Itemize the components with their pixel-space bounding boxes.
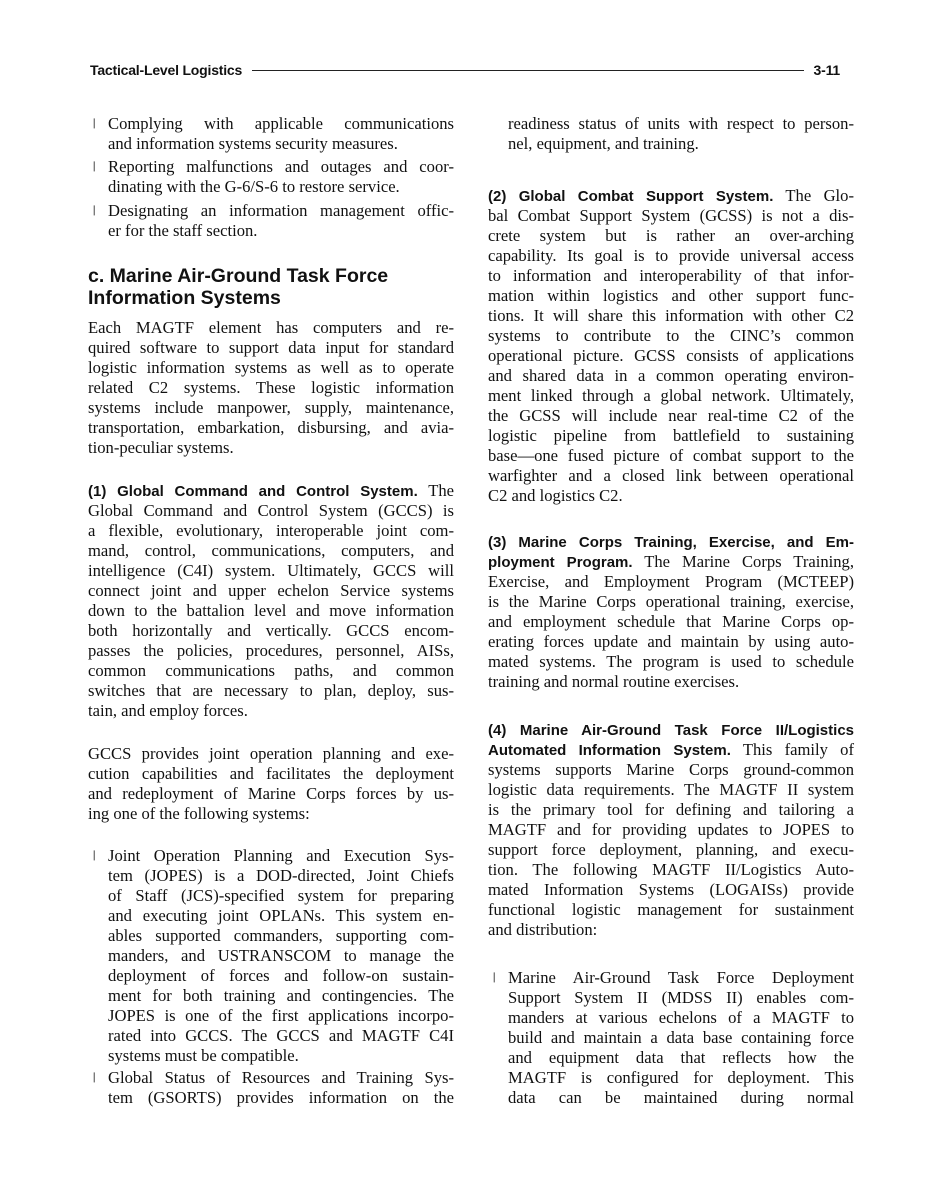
text-line: and equipment data that reflects how the [508,1048,854,1067]
text-line: systems supports Marine Corps ground-common [488,760,854,779]
text-line: switches that are necessary to plan, deploy, sus- [88,681,454,700]
text-line: C2 and logistics C2. [488,486,623,505]
running-title: Tactical-Level Logistics [90,62,243,78]
text-line: and distribution: [488,920,598,939]
text-line: ing one of the following systems: [88,804,310,823]
bullet-icon: ❘ [90,1072,99,1083]
text-line: logistic data requirements. The MAGTF II system [488,780,854,799]
text-line: tain, and employ forces. [88,701,248,720]
text-line: common communications paths, and common [88,661,454,680]
text-line: connect joint and upper echelon Service systems [88,581,454,600]
text-line: JOPES is one of the first applications incorpo- [108,1006,454,1025]
text-line [488,532,854,552]
text-line: MAGTF is configured for deployment. This [508,1068,854,1087]
bullet-icon: ❘ [90,118,99,129]
text-line: GCCS provides joint operation planning and exe- [88,744,454,763]
running-header [90,60,840,80]
text-line: data can be maintained during normal [508,1088,854,1107]
text-line: transportation, embarkation, disbursing, and avia- [88,418,454,437]
text-line: build and maintain a data base containing force [508,1028,854,1047]
text-run: This family of [730,740,854,759]
text-run: The Glo- [773,186,854,205]
text-line: and shared data in a common operating environ- [488,366,854,385]
text-line: ment for both training and contingencies. The [108,986,454,1005]
text-line: warfighter and a closed link between operational [488,466,854,485]
text-line: manders at various echelons of a MAGTF to [508,1008,854,1027]
header-rule [252,70,803,71]
text-line [88,481,454,501]
text-line [488,186,854,206]
text-line: base—one fused picture of combat support to the [488,446,854,465]
text-line: systems must be compatible. [108,1046,299,1065]
bullet-icon: ❘ [90,205,99,216]
text-run: The Marine Corps Training, [632,552,854,571]
subsection-heading: (2) Global Combat Support System. [488,188,774,205]
text-line: operational picture. GCSS consists of applications [488,346,854,365]
text-line: and redeployment of Marine Corps forces by us- [88,784,454,803]
text-line: logistic pipeline from battlefield to sustaining [488,426,854,445]
text-line: related C2 systems. These logistic information [88,378,454,397]
text-line: Exercise, and Employment Program (MCTEEP) [488,572,854,591]
text-line: and employment schedule that Marine Corps op- [488,612,854,631]
subsection-heading: (4) Marine Air-Ground Task Force II/Logistics [488,722,854,739]
text-line: is the Marine Corps operational training, exercise, [488,592,854,611]
text-line: logistic information systems as well as to operate [88,358,454,377]
text-line: Joint Operation Planning and Execution Sys- [108,846,454,865]
text-line: Complying with applicable communications [108,114,454,133]
text-line: readiness status of units with respect to person- [508,114,854,133]
text-line: systems include manpower, supply, maintenance, [88,398,454,417]
text-line: nel, equipment, and training. [508,134,699,153]
text-line: tem (JOPES) is a DOD-directed, Joint Chiefs [108,866,454,885]
page-number: 3-11 [813,62,840,78]
text-line: Reporting malfunctions and outages and coor- [108,157,454,176]
text-line: manders, and USTRANSCOM to manage the [108,946,454,965]
text-line [488,720,854,740]
text-line: Marine Air-Ground Task Force Deployment [508,968,854,987]
text-line: er for the staff section. [108,221,258,240]
text-line: systems to contribute to the CINC’s common [488,326,854,345]
text-run: The [417,481,454,500]
text-line: Designating an information management offic- [108,201,454,220]
text-line: both horizontally and vertically. GCCS encom- [88,621,454,640]
bullet-icon: ❘ [90,161,99,172]
text-line: mated Information Systems (LOGAISs) provide [488,880,854,899]
text-line: Global Status of Resources and Training Sys- [108,1068,454,1087]
subsection-heading: (1) Global Command and Control System. [88,483,418,500]
text-line: MAGTF and for providing updates to JOPES to [488,820,854,839]
text-line: and information systems security measures. [108,134,398,153]
text-line: deployment of forces and follow-on sustain- [108,966,454,985]
text-line: intelligence (C4I) system. Ultimately, GCCS will [88,561,454,580]
text-line: support force deployment, planning, and execu- [488,840,854,859]
text-line: to information and interoperability of that infor- [488,266,854,285]
text-line: the GCSS will include near real-time C2 of the [488,406,854,425]
text-line: Global Command and Control System (GCCS) is [88,501,454,520]
text-line: Support System II (MDSS II) enables com- [508,988,854,1007]
text-line: tions. It will share this information with other C2 [488,306,854,325]
section-heading: c. Marine Air-Ground Task Force [88,265,389,287]
text-line: tem (GSORTS) provides information on the [108,1088,454,1107]
text-line: Each MAGTF element has computers and re- [88,318,454,337]
subsection-heading: Automated Information System. [488,742,731,759]
text-line: erating forces update and maintain by using auto- [488,632,854,651]
text-line: tion. The following MAGTF II/Logistics Auto- [488,860,854,879]
text-line: quired software to support data input for standard [88,338,454,357]
text-line [488,740,854,760]
text-line [488,552,854,572]
text-line: capability. Its goal is to provide universal access [488,246,854,265]
text-line: and executing joint OPLANs. This system en- [108,906,454,925]
text-line: tion-peculiar systems. [88,438,234,457]
text-line: mated systems. The program is used to schedule [488,652,854,671]
text-line: cution capabilities and facilitates the deployment [88,764,454,783]
text-line: bal Combat Support System (GCSS) is not a dis- [488,206,854,225]
text-line: rated into GCCS. The GCCS and MAGTF C4I [108,1026,454,1045]
text-line: passes the policies, procedures, personnel, AISs, [88,641,454,660]
bullet-icon: ❘ [490,972,499,983]
text-line: ables supported commanders, supporting com- [108,926,454,945]
bullet-icon: ❘ [90,850,99,861]
text-line: dinating with the G-6/S-6 to restore service. [108,177,400,196]
text-line: training and normal routine exercises. [488,672,740,691]
text-line: functional logistic management for sustainment [488,900,854,919]
subsection-heading: ployment Program. [488,554,633,571]
text-line: is the primary tool for defining and tailoring a [488,800,854,819]
text-line: a flexible, evolutionary, interoperable joint com- [88,521,454,540]
text-line: down to the battalion level and move information [88,601,454,620]
text-line: mation within logistics and other support func- [488,286,854,305]
section-heading: Information Systems [88,287,281,309]
subsection-heading: (3) Marine Corps Training, Exercise, and Em- [488,534,854,551]
text-line: of Staff (JCS)-specified system for preparing [108,886,454,905]
text-line: ment linked through a global network. Ultimately, [488,386,854,405]
text-line: mand, control, communications, computers, and [88,541,454,560]
text-line: crete system but is rather an over-arching [488,226,854,245]
